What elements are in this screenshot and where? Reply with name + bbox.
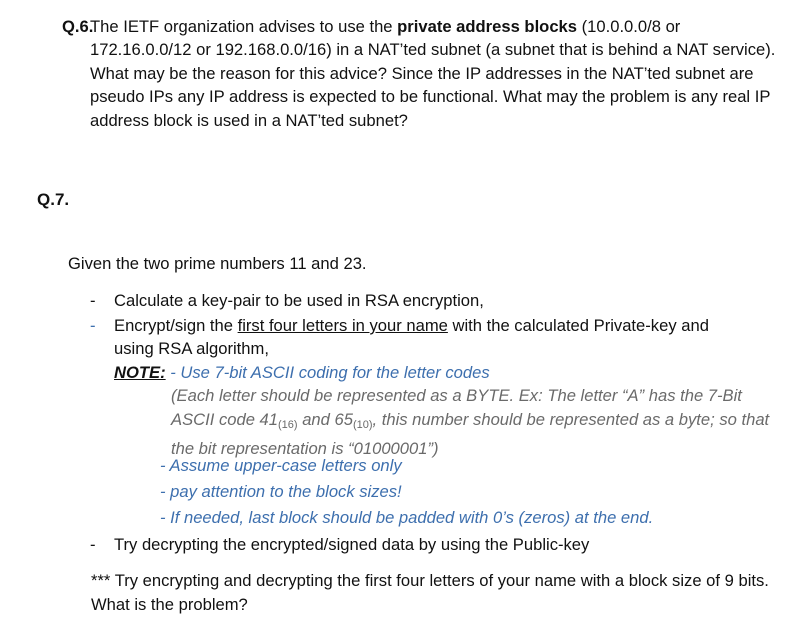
bullet-decrypt: Try decrypting the encrypted/signed data by using the Public-key [114,535,590,554]
question-6-number: Q.6. [62,17,94,36]
note-example [171,384,771,461]
example-text-2: and 65 [297,409,353,429]
example-text-3: , this number should be represented as a byte; so that the bit representation is “01000001”) [171,409,770,459]
note [114,361,490,384]
example-text-1: (Each letter should be represented as a BYTE. Ex: The letter “A” has the 7-Bit ASCII code 41 [171,386,742,429]
bullet-dash: - [90,316,96,335]
question-6-text-start: The IETF organization advises to use the [90,17,398,36]
bullet-encrypt-text: Encrypt/sign the [114,316,238,335]
note-item-padding: - If needed, last block should be padded with 0’s (zeros) at the end. [160,508,654,527]
extra-question [91,569,771,617]
bullet-encrypt-text-end: with the calculated Private-key and [447,316,709,335]
base-16-subscript: (16) [278,418,298,431]
bullet-dash: - [90,291,96,310]
question-7-number: Q.7. [37,190,70,209]
bullet-dash: - [90,535,96,554]
bullet-encrypt-sign-line2: using RSA algorithm, [114,339,269,358]
stars-marker: *** [91,571,111,590]
underlined-phrase: first four letters in your name [237,316,448,335]
extra-question-text: Try encrypting and decrypting the first four letters of your name with a block size of 9 bits. What is the problem? [91,571,769,614]
question-7-given: Given the two prime numbers 11 and 23. [68,254,367,273]
base-10-subscript: (10) [352,418,373,431]
note-item-block-sizes: - pay attention to the block sizes! [160,482,402,501]
bullet-encrypt-sign [114,314,774,338]
note-ascii-rule: - Use 7-bit ASCII coding for the letter codes [165,363,490,382]
question-6-text [62,15,782,132]
question-6-bold-term: private address blocks [397,17,578,36]
note-item-uppercase: - Assume upper-case letters only [160,456,402,475]
question-6-text-end: (10.0.0.0/8 or 172.16.0.0/12 or 192.168.0.0/16) in a NAT’ted subnet (a subnet that is behind a NAT service). What may be the reason for this advice? Since the IP addresses in the NAT’ted subnet are pseudo IPs any IP address is expected to be functional. What may the problem is any real IP address block is used in a NAT’ted subnet? [90,17,776,130]
bullet-calculate-keypair: Calculate a key-pair to be used in RSA encryption, [114,291,484,310]
question-6 [62,15,782,132]
note-label: NOTE: [114,363,166,382]
